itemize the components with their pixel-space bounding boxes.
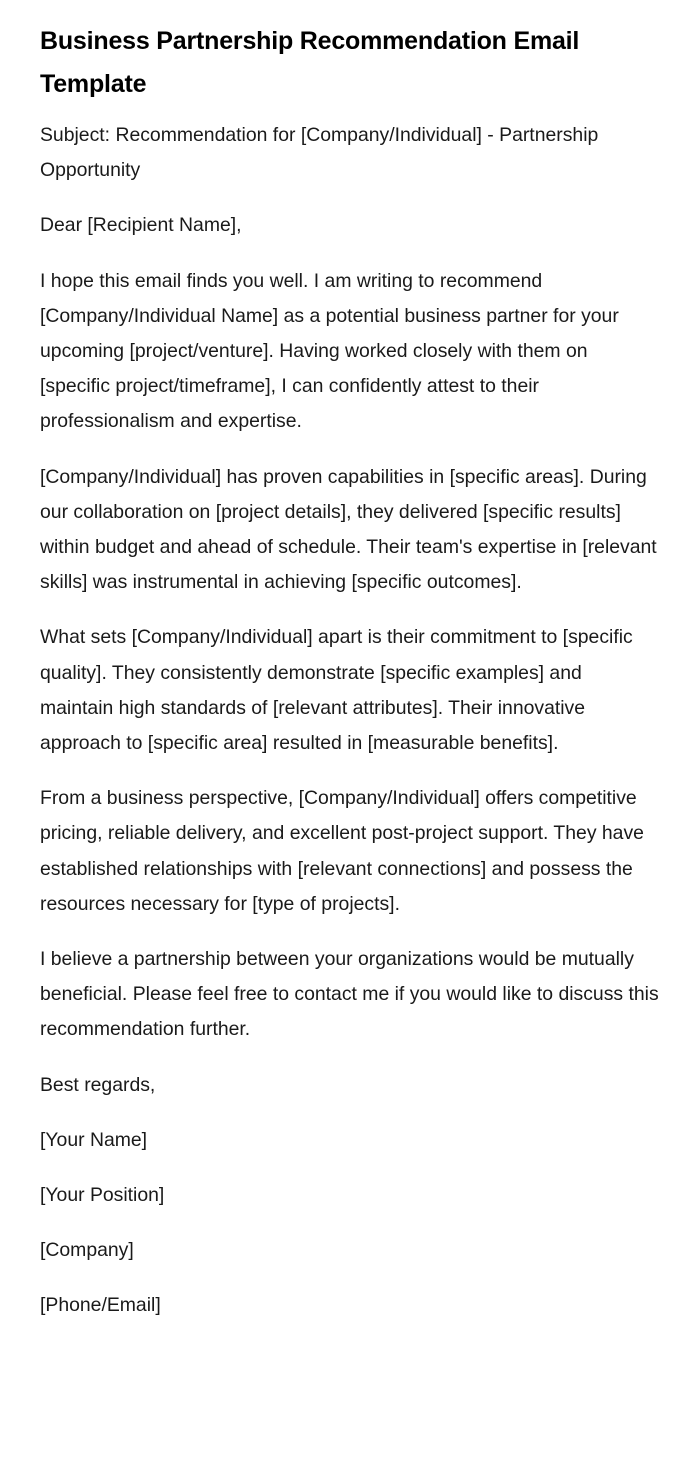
document-title: Business Partnership Recommendation Email Template <box>40 27 580 98</box>
body-paragraph-introduction: I hope this email finds you well. I am writing to recommend [Company/Individual Name] as a potential business partner for your upcoming [project/venture]. Having worked closely with them on [specific project/timeframe], I can confidently attest to their professionalism and expertise. <box>40 269 619 433</box>
signature-contact: [Phone/Email] <box>40 1294 161 1317</box>
signature-name: [Your Name] <box>40 1128 148 1151</box>
body-paragraph-conclusion: I believe a partnership between your organizations would be mutually beneficial. Please feel free to contact me if you would like to discuss this recommendation further. <box>40 948 659 1041</box>
signature-position: [Your Position] <box>40 1184 165 1207</box>
body-paragraph-differentiators: What sets [Company/Individual] apart is their commitment to [specific quality]. They consistently demonstrate [specific examples] and maintain high standards of [relevant attributes]. Their innovative approach to [specific area] resulted in [measurable benefits]. <box>40 626 633 755</box>
body-paragraph-business-perspective: From a business perspective, [Company/Individual] offers competitive pricing, reliable delivery, and excellent post-project support. They have established relationships with [relevant connections] and possess the resources necessary for [type of projects]. <box>40 787 644 915</box>
email-subject-line: Subject: Recommendation for [Company/Individual] - Partnership Opportunity <box>40 124 599 182</box>
signature-company: [Company] <box>40 1239 134 1262</box>
body-paragraph-capabilities: [Company/Individual] has proven capabilities in [specific areas]. During our collaboration on [project details], they delivered [specific results] within budget and ahead of schedule. Their team's expertise in [relevant skills] was instrumental in achieving [specific outcomes]. <box>40 465 657 594</box>
email-closing: Best regards, <box>40 1073 156 1096</box>
email-greeting: Dear [Recipient Name], <box>40 214 242 237</box>
